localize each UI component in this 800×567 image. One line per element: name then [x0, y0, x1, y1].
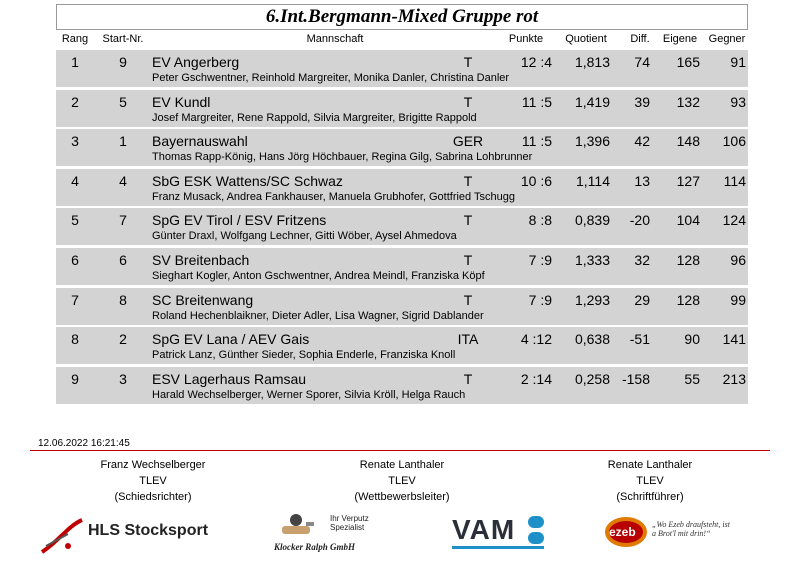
start-nr-cell: 6: [119, 252, 127, 268]
diff-cell: -20: [629, 212, 650, 229]
opponent-cell: 93: [730, 93, 746, 110]
points-cell: 8 :8: [528, 212, 552, 229]
team-name: SV Breitenbach: [152, 252, 250, 268]
hls-stocksport-logo: [38, 512, 218, 556]
table-row: [56, 248, 748, 285]
opponent-cell: 106: [722, 133, 746, 150]
quotient-cell: 0,258: [574, 370, 610, 387]
own-cell: 132: [676, 93, 700, 110]
header-start-nr: Start-Nr.: [102, 33, 144, 45]
signature-org: TLEV: [388, 475, 416, 487]
opponent-cell: 96: [730, 252, 746, 268]
table-row: [56, 327, 748, 364]
klocker-logo: [270, 512, 390, 556]
ezeb-logo: [604, 512, 734, 556]
signature-org: TLEV: [139, 475, 167, 487]
rang-cell: 3: [71, 133, 79, 150]
signature-role: (Wettbewerbsleiter): [354, 491, 450, 503]
start-nr-cell: 9: [119, 54, 127, 70]
own-cell: 128: [676, 252, 700, 268]
team-players: Sieghart Kogler, Anton Gschwentner, Andrea Meindl, Franziska Köpf: [152, 270, 485, 282]
opponent-cell: 141: [722, 331, 746, 348]
team-name: EV Kundl: [152, 93, 211, 110]
own-cell: 165: [676, 54, 700, 70]
opponent-cell: 91: [730, 54, 746, 70]
quotient-cell: 1,396: [574, 133, 610, 150]
signature-competition-lead: [312, 457, 492, 505]
diff-cell: 42: [634, 133, 650, 150]
rang-cell: 4: [71, 172, 79, 189]
nation-code: T: [463, 172, 473, 189]
points-cell: 7 :9: [528, 291, 552, 308]
diff-cell: 29: [634, 291, 650, 308]
table-row: [56, 50, 748, 87]
team-name: ESV Lagerhaus Ramsau: [152, 370, 307, 387]
rang-cell: 5: [71, 212, 79, 229]
start-nr-cell: 1: [119, 133, 127, 150]
team-players: Josef Margreiter, Rene Rappold, Silvia Margreiter, Brigitte Rappold: [152, 111, 477, 124]
rang-cell: 1: [71, 54, 79, 70]
own-cell: 90: [684, 331, 700, 348]
hls-logo-text: HLS Stocksport: [88, 522, 209, 539]
signature-name: Renate Lanthaler: [359, 459, 445, 471]
diff-cell: -158: [621, 370, 650, 387]
rang-cell: 7: [71, 291, 79, 308]
signature-name: Renate Lanthaler: [607, 459, 693, 471]
start-nr-cell: 3: [119, 370, 127, 387]
klocker-tagline: Ihr Verputz Spezialist: [330, 514, 369, 532]
start-nr-cell: 4: [119, 172, 127, 189]
points-cell: 4 :12: [520, 331, 552, 348]
team-players: Franz Musack, Andrea Fankhauser, Manuela Grubhofer, Gottfried Tschugg: [152, 190, 515, 203]
own-cell: 128: [676, 291, 700, 308]
own-cell: 148: [676, 133, 700, 150]
team-players: Roland Hechenblaikner, Dieter Adler, Lisa Wagner, Sigrid Dablander: [152, 309, 484, 322]
quotient-cell: 0,638: [574, 331, 610, 348]
own-cell: 55: [684, 370, 700, 387]
own-cell: 127: [676, 172, 700, 189]
rang-cell: 6: [71, 252, 79, 268]
start-nr-cell: 8: [119, 291, 127, 308]
team-players: Günter Draxl, Wolfgang Lechner, Gitti Wöber, Aysel Ahmedova: [152, 230, 457, 243]
team-name: SbG ESK Wattens/SC Schwaz: [152, 172, 343, 189]
header-eigene: Eigene: [662, 33, 698, 45]
points-cell: 10 :6: [520, 172, 552, 189]
vam-logo: [452, 512, 552, 556]
signature-name: Franz Wechselberger: [100, 459, 206, 471]
table-row: [56, 129, 748, 166]
signature-secretary: [560, 457, 740, 505]
nation-code: T: [463, 54, 473, 70]
diff-cell: 74: [634, 54, 650, 70]
nation-code: ITA: [457, 331, 479, 348]
header-mannschaft: Mannschaft: [306, 33, 364, 45]
quotient-cell: 1,333: [574, 252, 610, 268]
header-punkte: Punkte: [508, 33, 544, 45]
team-players: Thomas Rapp-König, Hans Jörg Höchbauer, Regina Gilg, Sabrina Lohbrunner: [152, 151, 533, 164]
diff-cell: 32: [634, 252, 650, 268]
points-cell: 11 :5: [521, 93, 552, 110]
nation-code: T: [463, 93, 473, 110]
signature-org: TLEV: [636, 475, 664, 487]
diff-cell: 13: [634, 172, 650, 189]
signature-referee: [63, 457, 243, 505]
signature-role: (Schriftführer): [616, 491, 684, 503]
table-row: [56, 367, 748, 404]
points-cell: 7 :9: [528, 252, 552, 268]
points-cell: 2 :14: [520, 370, 552, 387]
footer-divider: [30, 450, 770, 451]
ezeb-slogan: „Wo Ezeb draufsteht, ist a Brot'l mit drin!“: [652, 520, 730, 538]
ezeb-logo-text: ezeb: [609, 525, 636, 539]
team-players: Peter Gschwentner, Reinhold Margreiter, Monika Danler, Christina Danler: [152, 72, 510, 84]
points-cell: 11 :5: [521, 133, 552, 150]
opponent-cell: 124: [722, 212, 746, 229]
team-name: SpG EV Tirol / ESV Fritzens: [152, 212, 327, 229]
team-name: SpG EV Lana / AEV Gais: [152, 331, 310, 348]
diff-cell: -51: [629, 331, 650, 348]
signature-role: (Schiedsrichter): [114, 491, 192, 503]
plasterer-icon: [276, 512, 316, 538]
quotient-cell: 1,813: [574, 54, 610, 70]
points-cell: 12 :4: [520, 54, 552, 70]
table-row: [56, 90, 748, 127]
quotient-cell: 1,293: [574, 291, 610, 308]
nation-code: T: [463, 212, 473, 229]
klocker-company-name: Klocker Ralph GmbH: [274, 542, 356, 552]
quotient-cell: 1,419: [574, 93, 610, 110]
nation-code: T: [463, 291, 473, 308]
header-quotient: Quotient: [565, 33, 607, 45]
nation-code: GER: [452, 133, 484, 150]
timestamp: 12.06.2022 16:21:45: [38, 438, 130, 449]
team-name: EV Angerberg: [152, 54, 240, 70]
opponent-cell: 213: [722, 370, 746, 387]
nation-code: T: [463, 252, 473, 268]
table-row: [56, 169, 748, 206]
team-players: Harald Wechselberger, Werner Sporer, Silvia Kröll, Helga Rauch: [152, 388, 466, 401]
vam-shape-icon: [528, 516, 546, 546]
start-nr-cell: 2: [119, 331, 127, 348]
start-nr-cell: 5: [119, 93, 127, 110]
rang-cell: 2: [71, 93, 79, 110]
diff-cell: 39: [634, 93, 650, 110]
quotient-cell: 1,114: [576, 172, 610, 189]
team-name: SC Breitenwang: [152, 291, 254, 308]
team-name: Bayernauswahl: [152, 133, 248, 150]
rang-cell: 9: [71, 370, 79, 387]
page-title: 6.Int.Bergmann-Mixed Gruppe rot: [56, 4, 748, 30]
vam-logo-text: VAM: [452, 514, 516, 545]
header-gegner: Gegner: [708, 33, 746, 45]
table-row: [56, 208, 748, 245]
header-diff: Diff.: [630, 33, 650, 45]
rang-cell: 8: [71, 331, 79, 348]
header-rang: Rang: [61, 33, 89, 45]
team-players: Patrick Lanz, Günther Sieder, Sophia Enderle, Franziska Knoll: [152, 349, 456, 362]
opponent-cell: 114: [723, 172, 746, 189]
table-row: [56, 288, 748, 325]
nation-code: T: [463, 370, 473, 387]
quotient-cell: 0,839: [574, 212, 610, 229]
vam-underline: [452, 546, 544, 549]
own-cell: 104: [676, 212, 700, 229]
start-nr-cell: 7: [119, 212, 127, 229]
opponent-cell: 99: [730, 291, 746, 308]
